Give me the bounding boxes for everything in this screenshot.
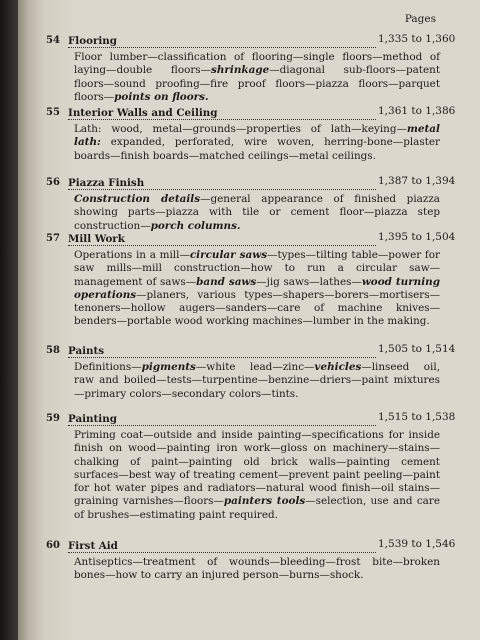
page-range: 1,335 to 1,360 bbox=[378, 33, 456, 45]
emphasized-term: vehicles bbox=[314, 361, 362, 373]
entry-heading bbox=[46, 35, 480, 51]
page-range: 1,361 to 1,386 bbox=[378, 105, 456, 117]
page-range: 1,387 to 1,394 bbox=[378, 175, 456, 187]
toc-entry bbox=[46, 177, 480, 233]
entry-heading bbox=[46, 345, 480, 361]
chapter-number: 58 bbox=[46, 345, 60, 356]
description-text: Priming coat—outside and inside painting—specifications for inside finish on wood—painting iron work—gloss on machinery—stains—chalking of paint—painting old brick walls—painting cement surfaces—best way of treating cement—prevent paint peeling—paint for hot water pipes and radiators—natural wood finish—oil stains—graining varnishes—floors— bbox=[74, 429, 440, 508]
emphasized-term: pigments bbox=[141, 361, 196, 373]
leader-dots bbox=[68, 347, 376, 358]
chapter-number: 59 bbox=[46, 413, 60, 424]
book-gutter-shadow bbox=[0, 0, 18, 640]
chapter-title: Flooring bbox=[68, 35, 120, 47]
emphasized-term: Construction details bbox=[74, 193, 201, 205]
chapter-title: Paints bbox=[68, 345, 107, 357]
emphasized-term: band saws bbox=[196, 275, 257, 288]
emphasized-term: shrinkage bbox=[211, 64, 270, 77]
chapter-description bbox=[74, 123, 440, 163]
description-text: Definitions— bbox=[74, 361, 142, 373]
description-text: —linseed oil, raw and boiled—tests—turpentine—benzine—driers—paint mixtures—primary colors—secondary colors—tints. bbox=[74, 361, 440, 400]
toc-entry bbox=[46, 107, 480, 163]
description-text: Floor lumber—classification of flooring—single floors—method of laying—double floors— bbox=[74, 51, 440, 77]
description-text: —types—tilting table—power for saw mills—mill construction—how to run a circular saw—management of saws— bbox=[74, 249, 441, 288]
chapter-title: Interior Walls and Ceiling bbox=[68, 107, 220, 119]
chapter-title: First Aid bbox=[68, 540, 121, 552]
chapter-title: Piazza Finish bbox=[68, 177, 147, 189]
toc-entry bbox=[46, 35, 480, 104]
description-text: —diagonal sub-floors—patent floors—sound proofing—fire proof floors—piazza floors—parquet floors— bbox=[74, 64, 440, 103]
entry-heading bbox=[46, 233, 480, 249]
chapter-description bbox=[74, 429, 440, 522]
chapter-number: 56 bbox=[46, 177, 60, 188]
page-range: 1,515 to 1,538 bbox=[378, 411, 456, 423]
page-range: 1,539 to 1,546 bbox=[378, 538, 456, 550]
chapter-description bbox=[74, 361, 440, 401]
entry-heading bbox=[46, 177, 480, 193]
description-text: —white lead—zinc— bbox=[195, 361, 315, 373]
entry-heading bbox=[46, 107, 480, 123]
toc-entry bbox=[46, 233, 480, 329]
page-range: 1,505 to 1,514 bbox=[378, 343, 456, 355]
entry-heading bbox=[46, 540, 480, 556]
emphasized-term: porch columns. bbox=[150, 219, 241, 232]
chapter-title: Painting bbox=[68, 413, 120, 425]
description-text: —general appearance of finished piazza showing parts—piazza with tile or cement floor—piazza step construction— bbox=[74, 193, 440, 232]
chapter-description bbox=[74, 193, 440, 233]
emphasized-term: metal lath: bbox=[74, 123, 440, 149]
page-range: 1,395 to 1,504 bbox=[378, 231, 456, 243]
description-text: —jig saws—lathes— bbox=[256, 275, 362, 288]
description-text: —planers, various types—shapers—borers—mortisers—tenoners—hollow augers—sanders—care of machine knives—benders—portable wood working machines—lumber in the making. bbox=[74, 288, 440, 328]
book-page bbox=[18, 0, 480, 640]
toc-entry bbox=[46, 540, 480, 583]
chapter-number: 60 bbox=[46, 540, 60, 551]
chapter-description bbox=[74, 556, 440, 583]
chapter-number: 54 bbox=[46, 35, 60, 46]
description-text: Antiseptics—treatment of wounds—bleeding—frost bite—broken bones—how to carry an injured person—burns—shock. bbox=[74, 556, 440, 582]
description-text: Operations in a mill— bbox=[74, 249, 190, 261]
pages-column-header: Pages bbox=[404, 13, 436, 25]
description-text: expanded, perforated, wire woven, herring-bone—plaster boards—finish boards—matched ceilings—metal ceilings. bbox=[74, 136, 440, 162]
description-text: —selection, use and care of brushes—estimating paint required. bbox=[74, 495, 440, 521]
chapter-description bbox=[74, 249, 440, 329]
toc-entry bbox=[46, 345, 480, 401]
chapter-title: Mill Work bbox=[68, 233, 128, 245]
emphasized-term: circular saws bbox=[189, 249, 268, 261]
entry-heading bbox=[46, 413, 480, 429]
emphasized-term: points on floors. bbox=[114, 90, 209, 103]
chapter-number: 57 bbox=[46, 233, 60, 244]
emphasized-term: wood turning operations bbox=[74, 275, 440, 301]
chapter-number: 55 bbox=[46, 107, 60, 118]
chapter-description bbox=[74, 51, 440, 104]
toc-entry bbox=[46, 413, 480, 522]
emphasized-term: painters tools bbox=[223, 495, 306, 508]
description-text: Lath: wood, metal—grounds—properties of lath—keying— bbox=[74, 123, 407, 135]
